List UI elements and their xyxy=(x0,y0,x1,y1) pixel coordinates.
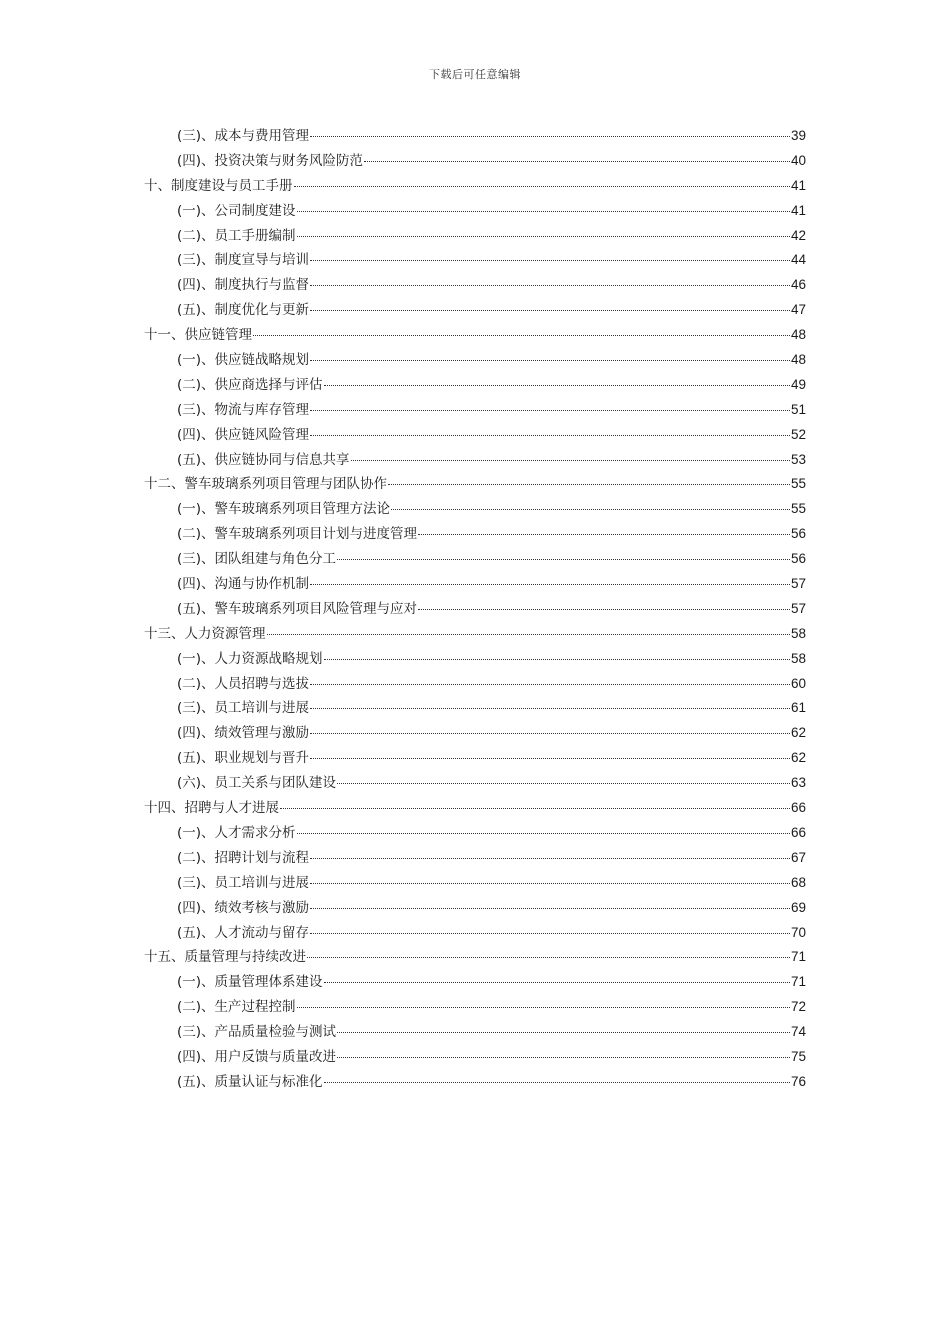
toc-entry-title: (一)、人力资源战略规划 xyxy=(177,650,323,667)
toc-dot-leader xyxy=(337,783,790,784)
toc-entry-title: (三)、物流与库存管理 xyxy=(177,401,310,418)
toc-dot-leader xyxy=(253,335,790,336)
toc-entry-title: (四)、用户反馈与质量改进 xyxy=(177,1048,337,1065)
toc-entry-page-number: 51 xyxy=(790,401,806,417)
toc-entry-page-number: 41 xyxy=(790,202,806,218)
toc-dot-leader xyxy=(324,982,790,983)
toc-dot-leader xyxy=(294,186,790,187)
toc-entry-title: (四)、绩效管理与激励 xyxy=(177,725,310,742)
toc-section-entry[interactable] xyxy=(144,124,806,149)
toc-entry-title: 十一、供应链管理 xyxy=(144,327,252,344)
toc-dot-leader xyxy=(337,1032,790,1033)
toc-entry-page-number: 48 xyxy=(790,352,806,368)
toc-section-entry[interactable] xyxy=(144,547,806,572)
toc-entry-title: 十四、招聘与人才进展 xyxy=(144,800,279,817)
toc-section-entry[interactable] xyxy=(144,273,806,298)
toc-dot-leader xyxy=(310,410,790,411)
toc-entry-title: (四)、投资决策与财务风险防范 xyxy=(177,152,364,169)
toc-entry-title: (一)、公司制度建设 xyxy=(177,202,296,219)
toc-section-entry[interactable] xyxy=(144,348,806,373)
toc-entry-page-number: 52 xyxy=(790,426,806,442)
toc-entry-page-number: 68 xyxy=(790,874,806,890)
toc-dot-leader xyxy=(364,161,790,162)
toc-entry-title: (四)、沟通与协作机制 xyxy=(177,576,310,593)
toc-chapter-entry[interactable] xyxy=(144,174,806,199)
toc-section-entry[interactable] xyxy=(144,970,806,995)
toc-chapter-entry[interactable] xyxy=(144,323,806,348)
toc-entry-title: (五)、职业规划与晋升 xyxy=(177,750,310,767)
toc-section-entry[interactable] xyxy=(144,647,806,672)
toc-entry-title: (三)、制度宣导与培训 xyxy=(177,252,310,269)
toc-entry-title: (五)、制度优化与更新 xyxy=(177,302,310,319)
toc-entry-page-number: 58 xyxy=(790,625,806,641)
toc-entry-title: (一)、质量管理体系建设 xyxy=(177,974,323,991)
toc-dot-leader xyxy=(324,1082,790,1083)
toc-dot-leader xyxy=(418,534,790,535)
toc-entry-page-number: 71 xyxy=(790,949,806,965)
toc-entry-page-number: 39 xyxy=(790,128,806,143)
toc-entry-page-number: 74 xyxy=(790,1024,806,1040)
toc-dot-leader xyxy=(310,136,790,137)
toc-dot-leader xyxy=(391,509,790,510)
toc-entry-title: (三)、员工培训与进展 xyxy=(177,874,310,891)
toc-entry-title: (二)、员工手册编制 xyxy=(177,227,296,244)
toc-section-entry[interactable] xyxy=(144,522,806,547)
toc-dot-leader xyxy=(310,435,790,436)
toc-dot-leader xyxy=(310,584,790,585)
toc-entry-page-number: 49 xyxy=(790,376,806,392)
toc-entry-page-number: 47 xyxy=(790,302,806,318)
toc-dot-leader xyxy=(310,708,790,709)
toc-entry-page-number: 56 xyxy=(790,551,806,567)
toc-entry-page-number: 57 xyxy=(790,576,806,592)
toc-chapter-entry[interactable] xyxy=(144,622,806,647)
toc-entry-title: (一)、供应链战略规划 xyxy=(177,352,310,369)
toc-entry-title: (一)、警车玻璃系列项目管理方法论 xyxy=(177,501,391,518)
toc-entry-page-number: 40 xyxy=(790,152,806,168)
toc-section-entry[interactable] xyxy=(144,696,806,721)
toc-section-entry[interactable] xyxy=(144,1020,806,1045)
toc-entry-page-number: 58 xyxy=(790,650,806,666)
toc-entry-page-number: 71 xyxy=(790,974,806,990)
toc-entry-page-number: 63 xyxy=(790,775,806,791)
toc-entry-page-number: 44 xyxy=(790,252,806,268)
toc-section-entry[interactable] xyxy=(144,423,806,448)
toc-section-entry[interactable] xyxy=(144,497,806,522)
toc-entry-title: (一)、人才需求分析 xyxy=(177,824,296,841)
toc-section-entry[interactable] xyxy=(144,248,806,273)
toc-dot-leader xyxy=(310,360,790,361)
toc-entry-title: (二)、人员招聘与选拔 xyxy=(177,675,310,692)
toc-dot-leader xyxy=(324,659,790,660)
toc-entry-page-number: 66 xyxy=(790,800,806,816)
toc-dot-leader xyxy=(297,1007,790,1008)
toc-entry-page-number: 70 xyxy=(790,924,806,940)
toc-dot-leader xyxy=(310,684,790,685)
toc-entry-title: (三)、团队组建与角色分工 xyxy=(177,551,337,568)
toc-entry-page-number: 55 xyxy=(790,501,806,517)
toc-dot-leader xyxy=(310,858,790,859)
toc-entry-title: (二)、招聘计划与流程 xyxy=(177,849,310,866)
toc-dot-leader xyxy=(297,211,790,212)
toc-section-entry[interactable] xyxy=(144,1045,806,1070)
toc-entry-page-number: 61 xyxy=(790,700,806,716)
toc-entry-page-number: 60 xyxy=(790,675,806,691)
toc-dot-leader xyxy=(310,908,790,909)
toc-dot-leader xyxy=(310,733,790,734)
toc-entry-title: (四)、绩效考核与激励 xyxy=(177,899,310,916)
toc-entry-title: 十、制度建设与员工手册 xyxy=(144,177,293,194)
toc-entry-page-number: 62 xyxy=(790,725,806,741)
toc-section-entry[interactable] xyxy=(144,846,806,871)
toc-entry-page-number: 66 xyxy=(790,824,806,840)
toc-entry-title: (六)、员工关系与团队建设 xyxy=(177,775,337,792)
toc-dot-leader xyxy=(310,933,790,934)
toc-entry-page-number: 42 xyxy=(790,227,806,243)
toc-dot-leader xyxy=(267,634,790,635)
toc-dot-leader xyxy=(310,260,790,261)
toc-section-entry[interactable] xyxy=(144,771,806,796)
toc-entry-page-number: 56 xyxy=(790,526,806,542)
toc-entry-page-number: 76 xyxy=(790,1073,806,1089)
toc-chapter-entry[interactable] xyxy=(144,945,806,970)
toc-section-entry[interactable] xyxy=(144,721,806,746)
toc-section-entry[interactable] xyxy=(144,896,806,921)
toc-entry-page-number: 62 xyxy=(790,750,806,766)
toc-dot-leader xyxy=(297,236,790,237)
toc-entry-title: (三)、员工培训与进展 xyxy=(177,700,310,717)
toc-section-entry[interactable] xyxy=(144,199,806,224)
toc-entry-page-number: 53 xyxy=(790,451,806,467)
toc-section-entry[interactable] xyxy=(144,149,806,174)
toc-dot-leader xyxy=(418,609,790,610)
toc-section-entry[interactable] xyxy=(144,995,806,1020)
toc-section-entry[interactable] xyxy=(144,746,806,771)
toc-entry-title: (二)、警车玻璃系列项目计划与进度管理 xyxy=(177,526,418,543)
toc-entry-page-number: 57 xyxy=(790,600,806,616)
toc-dot-leader xyxy=(388,484,790,485)
toc-dot-leader xyxy=(310,883,790,884)
toc-entry-title: (五)、人才流动与留存 xyxy=(177,924,310,941)
toc-entry-title: 十三、人力资源管理 xyxy=(144,625,266,642)
toc-entry-title: (五)、供应链协同与信息共享 xyxy=(177,451,350,468)
toc-entry-page-number: 75 xyxy=(790,1048,806,1064)
toc-dot-leader xyxy=(324,385,790,386)
toc-section-entry[interactable] xyxy=(144,921,806,946)
toc-section-entry[interactable] xyxy=(144,871,806,896)
toc-section-entry[interactable] xyxy=(144,398,806,423)
toc-entry-title: (五)、警车玻璃系列项目风险管理与应对 xyxy=(177,600,418,617)
toc-section-entry[interactable] xyxy=(144,298,806,323)
toc-dot-leader xyxy=(307,957,790,958)
toc-entry-page-number: 69 xyxy=(790,899,806,915)
toc-section-entry[interactable] xyxy=(144,572,806,597)
toc-entry-page-number: 67 xyxy=(790,849,806,865)
toc-dot-leader xyxy=(337,559,790,560)
toc-entry-page-number: 41 xyxy=(790,177,806,193)
toc-entry-title: (三)、成本与费用管理 xyxy=(177,128,310,144)
toc-section-entry[interactable] xyxy=(144,373,806,398)
toc-section-entry[interactable] xyxy=(144,224,806,249)
toc-dot-leader xyxy=(310,310,790,311)
toc-section-entry[interactable] xyxy=(144,597,806,622)
toc-entry-page-number: 72 xyxy=(790,999,806,1015)
toc-chapter-entry[interactable] xyxy=(144,472,806,497)
toc-entry-title: (二)、供应商选择与评估 xyxy=(177,376,323,393)
toc-entry-title: (五)、质量认证与标准化 xyxy=(177,1073,323,1090)
toc-section-entry[interactable] xyxy=(144,1070,806,1095)
toc-entry-title: (四)、供应链风险管理 xyxy=(177,426,310,443)
toc-entry-title: (三)、产品质量检验与测试 xyxy=(177,1024,337,1041)
toc-dot-leader xyxy=(337,1057,790,1058)
toc-entry-title: 十五、质量管理与持续改进 xyxy=(144,949,306,966)
table-of-contents xyxy=(144,124,806,1095)
toc-entry-page-number: 46 xyxy=(790,277,806,293)
toc-section-entry[interactable] xyxy=(144,672,806,697)
toc-dot-leader xyxy=(310,285,790,286)
toc-dot-leader xyxy=(280,808,790,809)
toc-chapter-entry[interactable] xyxy=(144,796,806,821)
toc-dot-leader xyxy=(297,833,790,834)
toc-entry-page-number: 55 xyxy=(790,476,806,492)
toc-entry-page-number: 48 xyxy=(790,327,806,343)
toc-entry-title: (四)、制度执行与监督 xyxy=(177,277,310,294)
toc-dot-leader xyxy=(310,758,790,759)
toc-dot-leader xyxy=(351,460,790,461)
toc-entry-title: 十二、警车玻璃系列项目管理与团队协作 xyxy=(144,476,387,493)
page-header: 下载后可任意编辑 xyxy=(429,68,521,81)
toc-section-entry[interactable] xyxy=(144,448,806,473)
toc-section-entry[interactable] xyxy=(144,821,806,846)
toc-entry-title: (二)、生产过程控制 xyxy=(177,999,296,1016)
